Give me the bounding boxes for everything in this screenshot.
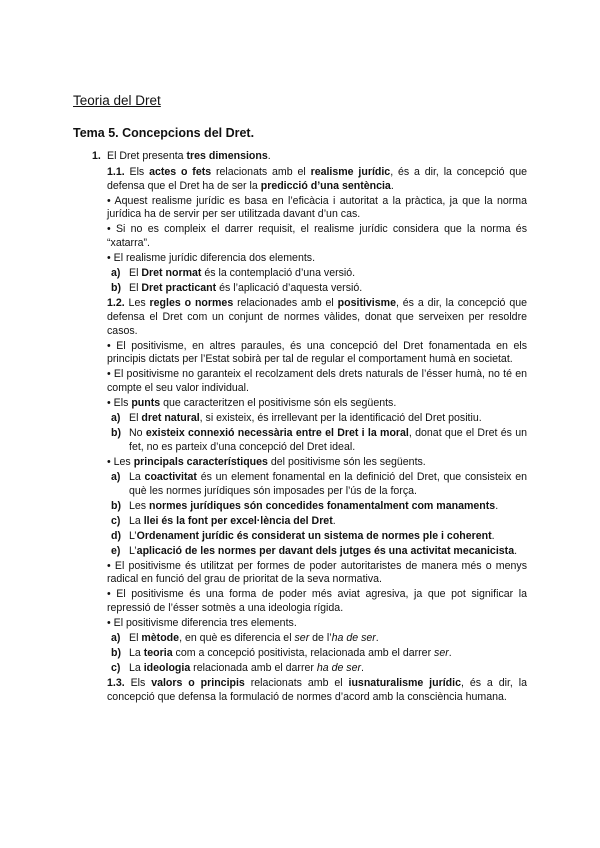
- positivism-notes: [107, 560, 527, 631]
- list-item: [107, 530, 527, 544]
- bullet-paragraph: • El positivisme és utilitzat per formes de poder autoritaristes de manera més o menys radical en funció del grau de prioritat de la seva normativa.: [107, 559, 527, 586]
- text: Les: [129, 499, 150, 512]
- bold-text: llei és la font per excel·lència del Dret: [143, 514, 333, 527]
- section-title: Tema 5. Concepcions del Dret.: [73, 126, 255, 140]
- paragraph: [107, 677, 527, 705]
- text: del positivisme són les següents.: [267, 455, 426, 468]
- page-title: Teoria del Dret: [73, 93, 161, 108]
- bold-text: teoria: [143, 647, 173, 660]
- list-item: [107, 545, 527, 559]
- bold-text: actes o fets: [149, 165, 212, 178]
- bold-text: tres dimensions: [186, 150, 268, 162]
- item-label: a): [111, 267, 121, 280]
- text: Les: [124, 297, 150, 310]
- text: L’: [129, 544, 137, 557]
- bullet-paragraph: [107, 456, 527, 470]
- list-item: [107, 412, 527, 426]
- italic-text: ser: [434, 647, 449, 660]
- text: .: [514, 544, 518, 557]
- text: El: [129, 412, 142, 425]
- bold-text: predicció d’una sentència: [260, 179, 391, 192]
- text: No: [129, 427, 146, 440]
- item-label: a): [111, 632, 121, 645]
- item-label: b): [111, 499, 121, 512]
- bullet-paragraph: [107, 397, 527, 411]
- bold-text: ideologia: [143, 662, 191, 675]
- bold-text: Ordenament jurídic és considerat un sistema de normes ple i coherent: [136, 529, 492, 542]
- text: .: [332, 514, 336, 527]
- text: , és a dir, la concepció que defensa la formulació de normes d’acord amb la consciència humana.: [107, 677, 527, 703]
- bullet-paragraph: • Si no es compleix el darrer requisit, el realisme jurídic considera que la norma és “xatarra”.: [107, 223, 527, 250]
- list-item: [107, 427, 527, 455]
- bold-text: dret natural: [141, 412, 200, 425]
- paragraph: [107, 297, 527, 338]
- bullet-paragraph: • El positivisme diferencia tres elements.: [107, 617, 297, 630]
- text: .: [448, 647, 452, 660]
- item-label: e): [111, 544, 121, 557]
- text: relacionades amb el: [233, 297, 338, 310]
- bold-text: aplicació de les normes per davant dels jutges és una activitat mecanicista: [136, 544, 515, 557]
- subsection-1-2: [107, 297, 527, 411]
- bullet-paragraph: • El positivisme no garanteix el recolzament dels drets naturals de l’ésser humà, no té en compte el seu valor individual.: [107, 368, 527, 395]
- italic-text: ha de ser: [316, 662, 362, 675]
- text: de l’: [309, 632, 332, 645]
- subsection-number: 1.3.: [107, 677, 125, 690]
- text: .: [361, 662, 364, 675]
- bold-text: regles o normes: [149, 297, 234, 310]
- text: Els: [124, 165, 150, 178]
- text: relacionats amb el: [244, 677, 349, 690]
- list-item: [107, 267, 527, 281]
- subsection-1-1: [107, 166, 527, 266]
- list-item: [107, 500, 527, 514]
- text: .: [375, 632, 379, 645]
- bullet-paragraph: • Aquest realisme jurídic es basa en l’eficàcia i autoritat a la pràctica, ja que la norma jurídica ha de servir per ser utilitzada davant d’un cas.: [107, 194, 527, 221]
- bold-text: coactivitat: [144, 470, 197, 483]
- text: La: [129, 470, 145, 483]
- text: .: [491, 529, 495, 542]
- text: L’: [129, 529, 137, 542]
- list-item: [92, 150, 527, 164]
- italic-text: ha de ser: [331, 632, 376, 645]
- text: és la contemplació d’una versió.: [201, 267, 356, 280]
- text: El: [129, 632, 142, 645]
- text: .: [495, 499, 499, 512]
- bold-text: normes jurídiques són concedides fonamentalment com manaments: [149, 499, 496, 512]
- item-label: c): [111, 514, 121, 527]
- item-label: b): [111, 647, 121, 660]
- text: El Dret presenta: [107, 150, 187, 162]
- bold-text: positivisme: [337, 297, 396, 310]
- characteristics-intro: [107, 456, 527, 470]
- list-number: 1.: [92, 150, 101, 162]
- bold-text: Dret practicant: [141, 282, 217, 295]
- item-label: b): [111, 282, 121, 295]
- list-item: [107, 282, 527, 296]
- bold-text: existeix connexió necessària entre el Dret i la moral: [145, 427, 409, 440]
- text: com a concepció positivista, relacionada amb el darrer: [172, 647, 435, 660]
- bullet-paragraph: • El positivisme, en altres paraules, és una concepció del Dret fonamentada en els principis dictats per l’Estat sobirà per tal de regular el comportament humà en societat.: [107, 339, 527, 366]
- text: que caracteritzen el positivisme són els següents.: [160, 397, 397, 410]
- item-label: b): [111, 427, 121, 440]
- text: El: [129, 282, 142, 295]
- text: .: [267, 150, 271, 162]
- italic-text: ser: [294, 632, 310, 645]
- text: .: [390, 179, 394, 192]
- text: , si existeix, és irrellevant per la identificació del Dret positiu.: [199, 412, 482, 425]
- document-body: [92, 150, 527, 706]
- bold-text: realisme jurídic: [310, 165, 391, 178]
- text: , donat que el Dret és un fet, no es parteix d’una concepció del Dret ideal.: [129, 427, 527, 453]
- subsection-1-3: [107, 677, 527, 705]
- text: , és a dir, la concepció que defensa el Dret com un conjunt de normes vàlides, donat que serveixen per resoldre casos.: [107, 297, 528, 337]
- paragraph: [107, 166, 527, 194]
- bullet-paragraph: • El positivisme és una forma de poder més aviat agresiva, ja que pot significar la repressió de l’ésser sotmès a una ideologia rígida.: [107, 588, 527, 615]
- bold-text: Dret normat: [141, 267, 202, 280]
- bold-text: valors o principis: [151, 677, 245, 690]
- item-label: a): [111, 470, 121, 483]
- subsection-number: 1.2.: [107, 297, 125, 310]
- text: La: [129, 514, 144, 527]
- text: relacionats amb el: [211, 165, 311, 178]
- list-item: [107, 515, 527, 529]
- subsection-number: 1.1.: [107, 165, 125, 178]
- bold-text: iusnaturalisme jurídic: [348, 677, 461, 690]
- text: és l’aplicació d’aquesta versió.: [216, 282, 363, 295]
- bold-text: principals característiques: [133, 455, 268, 468]
- item-label: d): [111, 529, 121, 542]
- bullet-paragraph: • El realisme jurídic diferencia dos elements.: [107, 252, 316, 265]
- item-label: a): [111, 412, 121, 425]
- text: relacionada amb el darrer: [190, 662, 317, 675]
- text: , és a dir, la concepció que defensa que el Dret ha de ser la: [107, 165, 527, 192]
- text: La: [129, 647, 144, 660]
- list-item: [107, 471, 527, 499]
- text: Els: [124, 677, 152, 690]
- text: La: [129, 662, 144, 675]
- text: és un element fonamental en la definició del Dret, que consisteix en què les normes jurídiques són imposades per l’ús de la força.: [129, 470, 528, 497]
- item-label: c): [111, 662, 121, 675]
- bold-text: punts: [131, 397, 161, 410]
- list-item: [107, 647, 527, 661]
- list-item: [107, 662, 527, 676]
- text: • Les: [107, 455, 134, 468]
- bold-text: mètode: [141, 632, 180, 645]
- text: , en què es diferencia el: [179, 632, 295, 645]
- text: • Els: [107, 397, 132, 410]
- text: El: [129, 267, 142, 280]
- list-item: [107, 632, 527, 646]
